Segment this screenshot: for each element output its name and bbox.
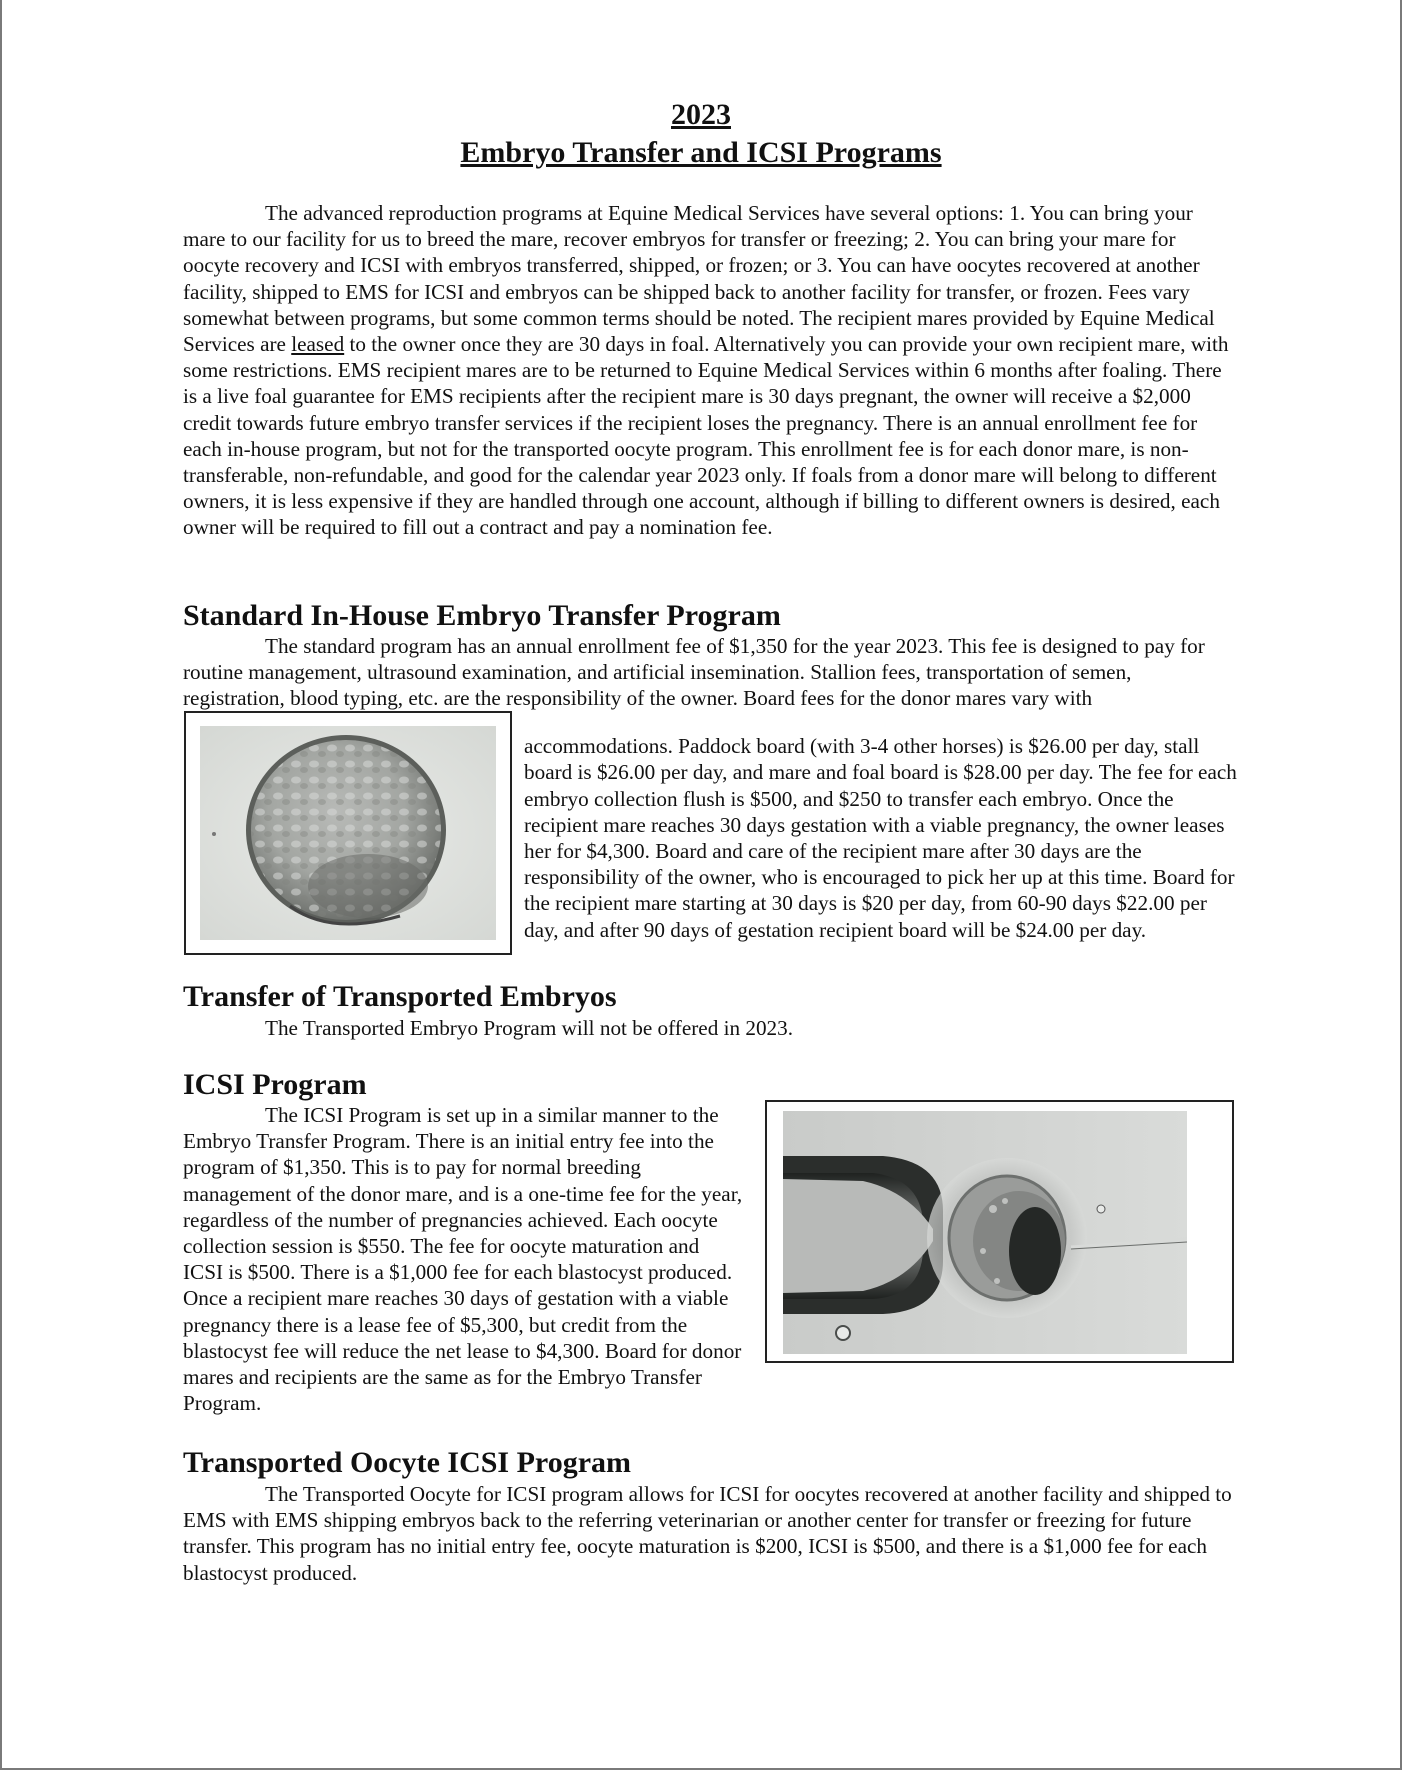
transported-oocyte-text: The Transported Oocyte for ICSI program allows for ICSI for oocytes recovered at another facility and shipped to EMS with EMS shipping embryos back to the referring veterinarian or another center for transfer or freezing for future transfer. This program has no initial entry fee, oocyte maturation is $200, ICSI is $500, and there is a $1,000 fee for each blastocyst produced.: [183, 1482, 1232, 1585]
leased-term: leased: [291, 332, 345, 357]
embryo-image: [200, 726, 496, 940]
icsi-image: [783, 1111, 1187, 1354]
intro-text-a: The advanced reproduction programs at Equine Medical Services have several options: 1. You can bring your mare to our facility for us to breed the mare, recover embryos for transfer or freezing; 2. You can bring your mare for oocyte recovery and ICSI with embryos transferred, shipped, or frozen; or 3. You can have oocytes recovered at another facility, shipped to EMS for ICSI and embryos can be shipped back to another facility for transfer, or frozen. Fees vary somewhat between programs, but some common terms should be noted. The recipient mares provided by Equine Medical Services are: [183, 201, 1215, 357]
standard-program-text: The standard program has an annual enrollment fee of $1,350 for the year 2023. This fee is designed to pay for routine management, ultrasound examination, and artificial insemination. Stallion fees, transportation of semen, registration, blood typing, etc. are the responsibility of the owner. Board fees for the donor mares vary with: [183, 634, 1205, 711]
page-title: [0, 96, 1402, 172]
page-border-left: [0, 0, 2, 1770]
standard-program-fees: accommodations. Paddock board (with 3-4 other horses) is $26.00 per day, stall board is $26.00 per day, and mare and foal board is $28.00 per day. The fee for each embryo collection flush is $500, and $250 to transfer each embryo. Once the recipient mare reaches 30 days gestation with a viable pregnancy, the owner leases her for $4,300. Board and care of the recipient mare after 30 days are the responsibility of the owner, who is encouraged to pick her up at this time. Board for the recipient mare starting at 30 days is $20 per day, from 60-90 days $22.00 per day, and after 90 days of gestation recipient board will be $24.00 per day.: [524, 734, 1237, 942]
title-year: 2023: [671, 98, 731, 131]
intro-text-b: to the owner once they are 30 days in foal. Alternatively you can provide your own recipient mare, with some restrictions. EMS recipient mares are to be returned to Equine Medical Services within 6 months after foaling. There is a live foal guarantee for EMS recipients after the recipient mare is 30 days pregnant, the owner will receive a $2,000 credit towards future embryo transfer services if the recipient loses the pregnancy. There is an annual enrollment fee for each in-house program, but not for the transported oocyte program. This enrollment fee is for each donor mare, is non-transferable, non-refundable, and good for the calendar year 2023 only. If foals from a donor mare will belong to different owners, it is less expensive if they are handled through one account, although if billing to different owners is desired, each owner will be required to fill out a contract and pay a nomination fee.: [183, 332, 1229, 540]
icsi-photo: [765, 1100, 1234, 1363]
title-main: Embryo Transfer and ICSI Programs: [460, 136, 942, 169]
transported-embryos-heading: Transfer of Transported Embryos: [183, 980, 617, 1013]
embryo-photo: [184, 711, 512, 955]
icsi-program-heading: ICSI Program: [183, 1068, 367, 1101]
transported-oocyte-heading: Transported Oocyte ICSI Program: [183, 1446, 632, 1479]
standard-program-heading: Standard In-House Embryo Transfer Program: [183, 599, 781, 632]
icsi-program-text: The ICSI Program is set up in a similar manner to the Embryo Transfer Program. There is an initial entry fee into the program of $1,350. This is to pay for normal breeding management of the donor mare, and is a one-time fee for the year, regardless of the number of pregnancies achieved. Each oocyte collection session is $550. The fee for oocyte maturation and ICSI is $500. There is a $1,000 fee for each blastocyst produced. Once a recipient mare reaches 30 days of gestation with a viable pregnancy there is a lease fee of $5,300, but credit from the blastocyst fee will reduce the net lease to $4,300. Board for donor mares and recipients are the same as for the Embryo Transfer Program.: [183, 1103, 743, 1416]
transported-embryos-text: The Transported Embryo Program will not be offered in 2023.: [265, 1016, 794, 1040]
intro-paragraph: [183, 200, 1233, 541]
